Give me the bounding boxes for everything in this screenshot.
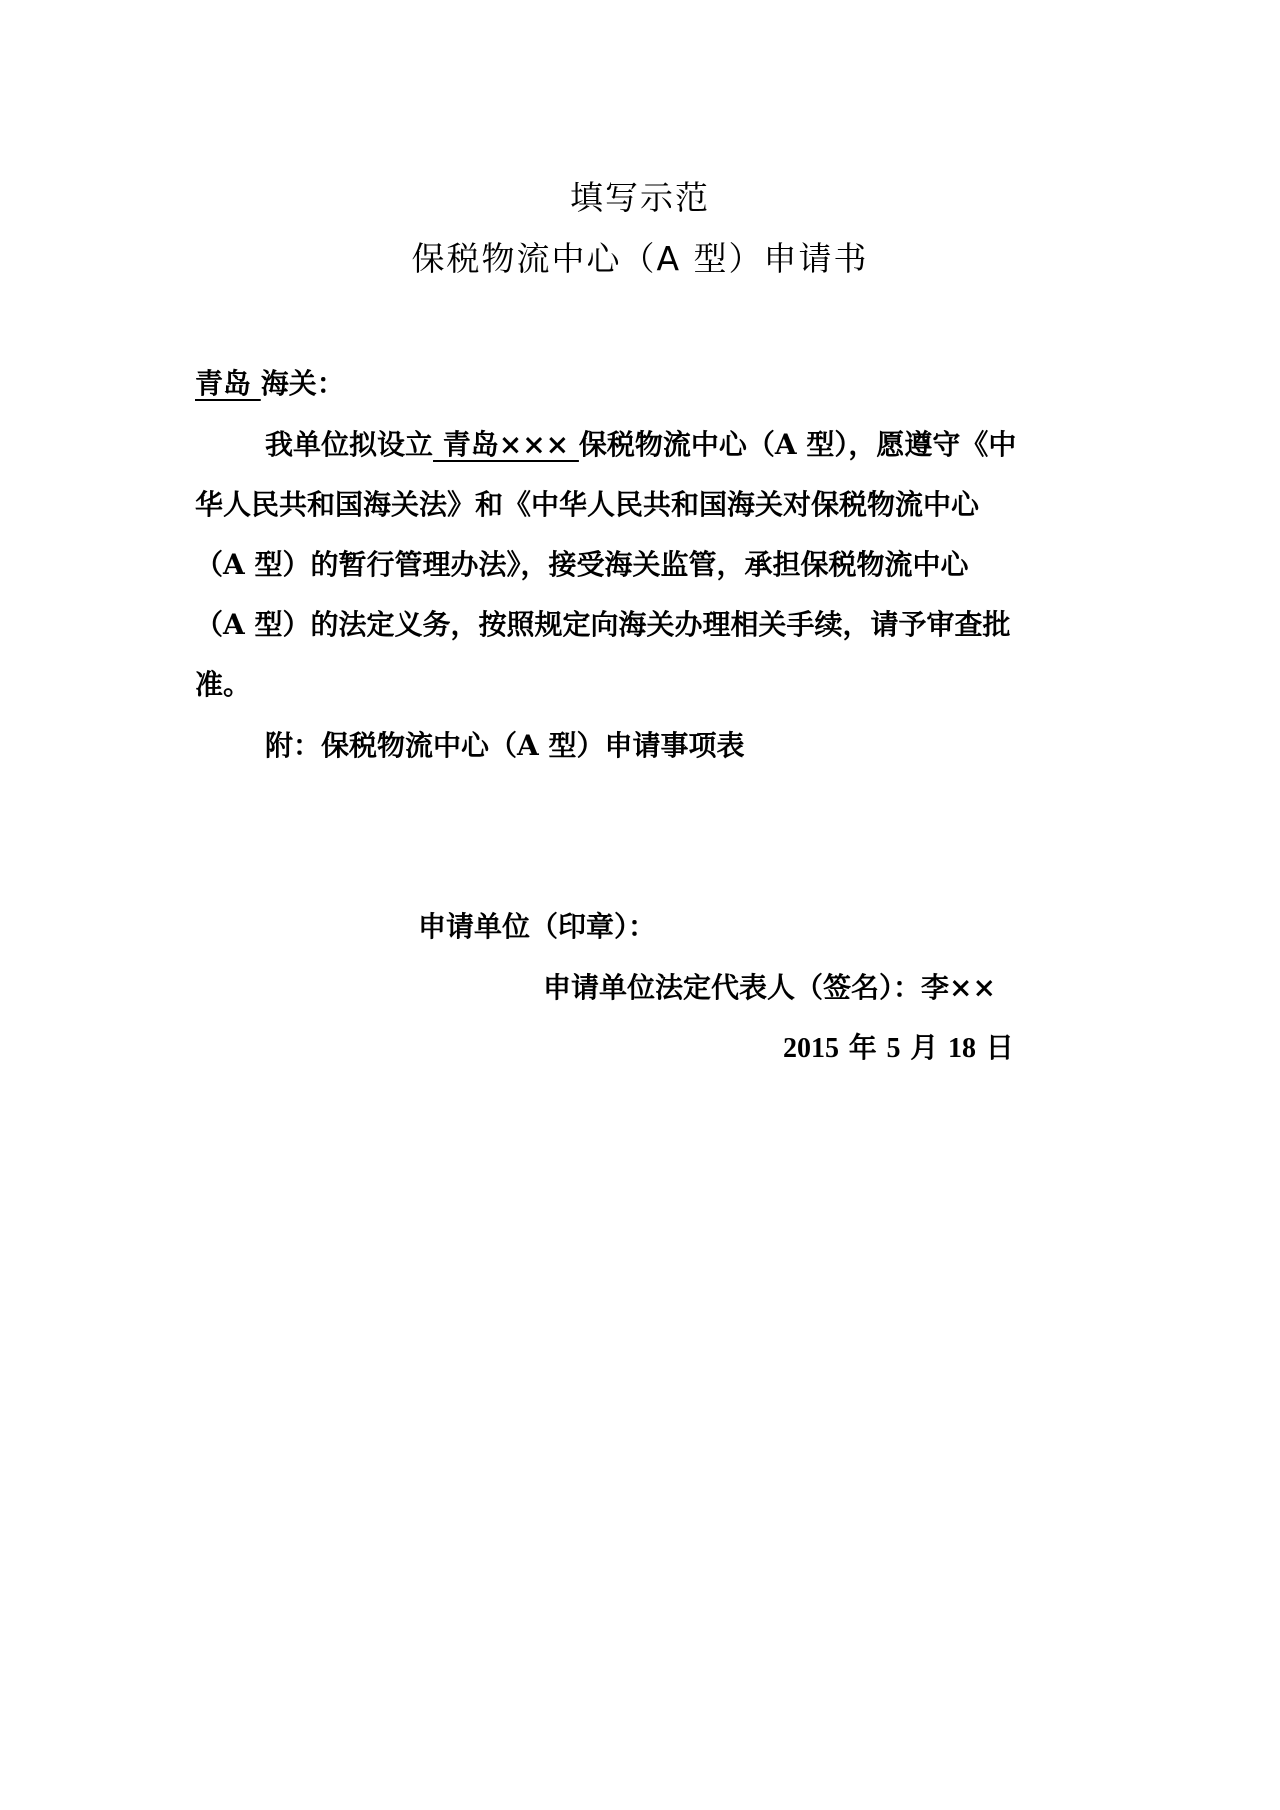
addressee-suffix: 海关： (260, 367, 345, 400)
body-line: 准。 (195, 668, 252, 701)
date-day-char: 日 (976, 1031, 1014, 1064)
legal-representative-label: 申请单位法定代表人（签名）： (543, 971, 922, 1004)
application-date (783, 1026, 1014, 1066)
body-line: （A 型）的暂行管理办法》，接受海关监管，承担保税物流中心 (195, 548, 969, 581)
date-month-char: 月 (900, 1031, 948, 1064)
applicant-seal-label: 申请单位（印章）： (418, 910, 657, 943)
body-text: 我单位拟设立 (265, 428, 434, 461)
body-line: 华人民共和国海关法》和《中华人民共和国海关对保税物流中心 (195, 488, 980, 521)
body-text: 保税物流中心（A 型），愿遵守《中 (578, 428, 1017, 461)
date-year: 2015 (783, 1033, 839, 1064)
body-line (265, 423, 1016, 463)
addressee-place: 青岛 (195, 367, 261, 400)
addressee-line (195, 362, 345, 402)
document-heading: 填写示范 (570, 178, 710, 217)
date-year-char: 年 (839, 1031, 887, 1064)
document-title: 保税物流中心（A 型）申请书 (411, 239, 869, 278)
date-month: 5 (886, 1033, 901, 1064)
center-name-fill: 青岛××× (433, 428, 579, 461)
attachment-line: 附：保税物流中心（A 型）申请事项表 (265, 729, 745, 762)
legal-representative-line (543, 966, 996, 1006)
body-line: （A 型）的法定义务，按照规定向海关办理相关手续，请予审查批 (195, 608, 1011, 641)
date-day: 18 (948, 1033, 976, 1064)
legal-representative-name: 李×× (921, 971, 996, 1004)
